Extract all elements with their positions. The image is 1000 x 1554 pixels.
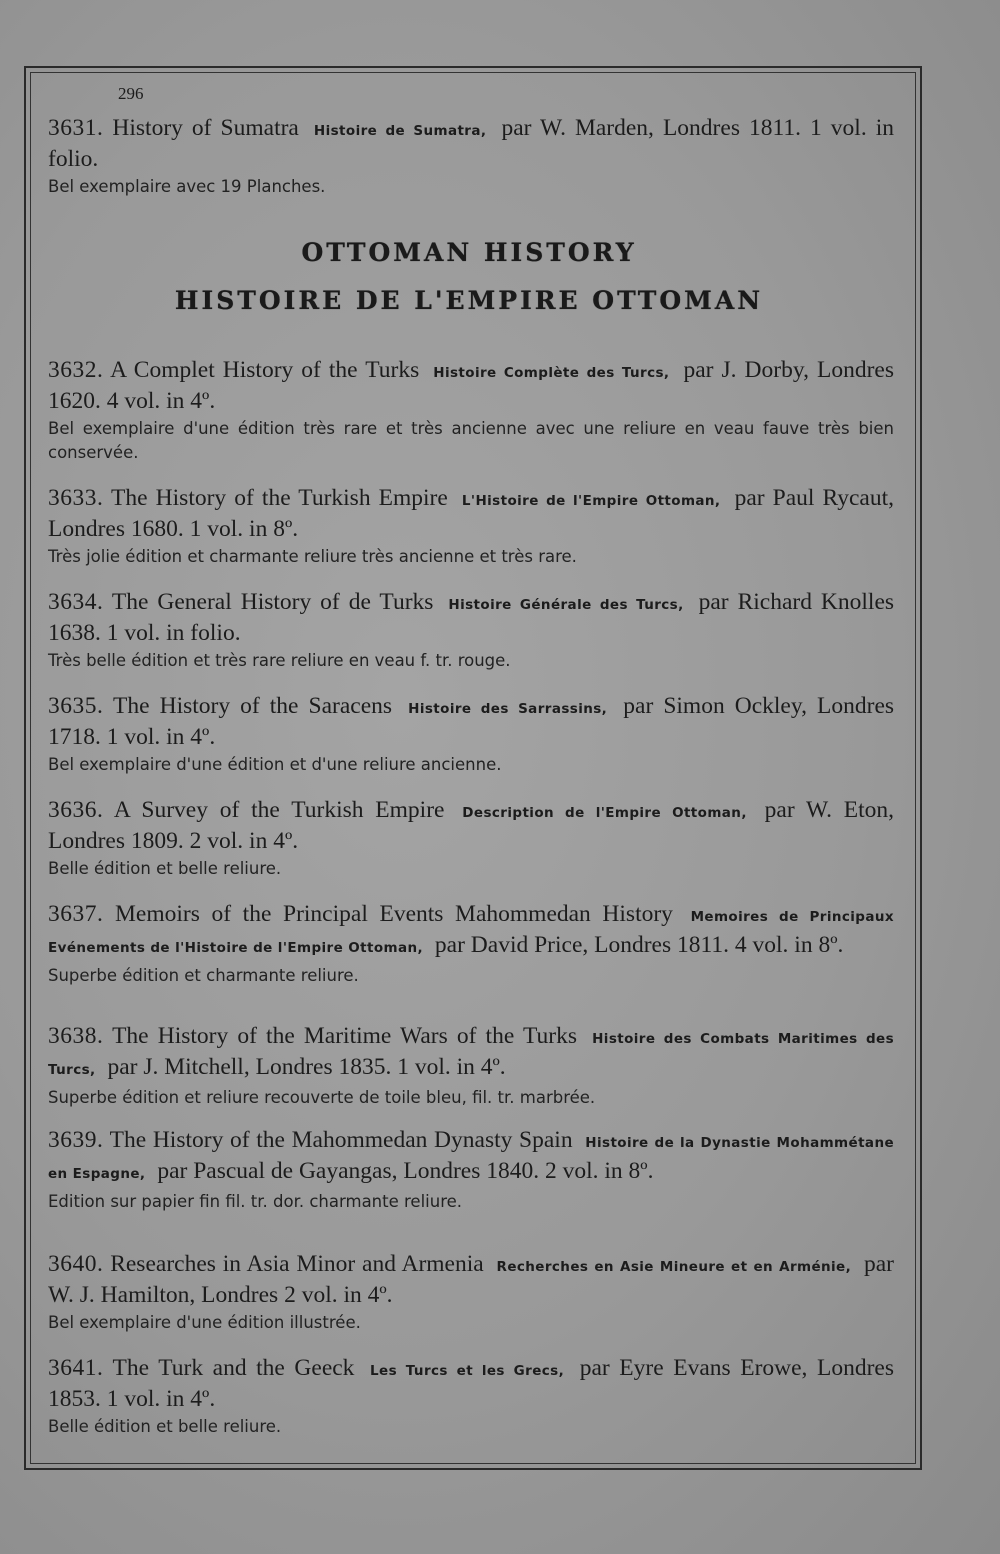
entry-note: Bel exemplaire d'une édition illustrée. bbox=[48, 1313, 361, 1332]
catalog-entry bbox=[48, 588, 894, 673]
catalog-entry bbox=[48, 1250, 894, 1335]
entry-title: The History of the Mahommedan Dynasty Spain bbox=[109, 1127, 573, 1153]
entry-number: 3641. bbox=[48, 1355, 104, 1381]
entry-title: The Turk and the Geeck bbox=[112, 1355, 355, 1381]
entry-note: Très belle édition et très rare reliure en veau f. tr. rouge. bbox=[48, 651, 511, 670]
entry-details: par Pascual de Gayangas, Londres 1840. 2 vol. in 8º. bbox=[157, 1158, 654, 1184]
entry-note: Très jolie édition et charmante reliure très ancienne et très rare. bbox=[48, 547, 577, 566]
entry-details: par Simon Ockley, Londres 1718. 1 vol. in 4º. bbox=[48, 693, 895, 750]
catalog-entry bbox=[48, 356, 894, 465]
entry-note: Superbe édition et charmante reliure. bbox=[48, 966, 359, 985]
entry-note: Belle édition et belle reliure. bbox=[48, 1417, 282, 1436]
entry-french-title: Memoires de Principaux Evénements de l'Histoire de l'Empire Ottoman, bbox=[48, 909, 894, 956]
entry-french-title: Histoire de Sumatra, bbox=[313, 123, 487, 139]
catalog-entry bbox=[48, 900, 894, 988]
entry-number: 3636. bbox=[48, 797, 104, 823]
entry-title: Memoirs of the Principal Events Mahommedan History bbox=[115, 901, 673, 927]
entry-details: par W. J. Hamilton, Londres 2 vol. in 4º. bbox=[48, 1251, 894, 1308]
entry-number: 3639. bbox=[48, 1127, 104, 1153]
entry-french-title: L'Histoire de l'Empire Ottoman, bbox=[461, 493, 721, 509]
entry-note: Edition sur papier fin fil. tr. dor. charmante reliure. bbox=[48, 1192, 463, 1211]
entry-note: Superbe édition et reliure recouverte de toile bleu, fil. tr. marbrée. bbox=[48, 1088, 596, 1107]
entry-details: par W. Eton, Londres 1809. 2 vol. in 4º. bbox=[48, 797, 895, 854]
entry-number: 3633. bbox=[48, 485, 104, 511]
entry-number: 3634. bbox=[48, 589, 104, 615]
entry-note: Bel exemplaire d'une édition et d'une reliure ancienne. bbox=[48, 755, 502, 774]
entry-details: par Richard Knolles 1638. 1 vol. in folio. bbox=[48, 589, 895, 646]
entry-number: 3637. bbox=[48, 901, 104, 927]
entry-number: 3631. bbox=[48, 115, 104, 141]
catalog-entry bbox=[48, 796, 894, 881]
entry-title: The History of the Maritime Wars of the Turks bbox=[112, 1023, 577, 1049]
entry-number: 3632. bbox=[48, 357, 104, 383]
entry-details: par J. Dorby, Londres 1620. 4 vol. in 4º. bbox=[48, 357, 894, 414]
entry-title: A Complet History of the Turks bbox=[110, 357, 420, 383]
entry-note: Belle édition et belle reliure. bbox=[48, 859, 282, 878]
catalog-entry bbox=[48, 484, 894, 569]
catalog-entry bbox=[48, 1354, 894, 1439]
entry-french-title: Histoire des Combats Maritimes des Turcs, bbox=[48, 1031, 895, 1078]
entry-number: 3640. bbox=[48, 1251, 104, 1277]
catalog-entry bbox=[48, 1126, 894, 1214]
entry-french-title: Recherches en Asie Mineure et en Arménie, bbox=[496, 1259, 852, 1275]
entry-title: The General History of de Turks bbox=[111, 589, 434, 615]
entry-french-title: Histoire Complète des Turcs, bbox=[433, 365, 670, 381]
entry-note: Bel exemplaire avec 19 Planches. bbox=[48, 177, 326, 196]
entry-french-title: Histoire des Sarrassins, bbox=[408, 701, 608, 717]
entry-details: par David Price, Londres 1811. 4 vol. in 8º. bbox=[434, 932, 844, 958]
catalog-entry bbox=[48, 114, 894, 199]
entry-details: par J. Mitchell, Londres 1835. 1 vol. in 4º. bbox=[107, 1054, 506, 1080]
entry-title: History of Sumatra bbox=[112, 115, 299, 141]
catalog-entry bbox=[48, 692, 894, 777]
entry-title: Researches in Asia Minor and Armenia bbox=[110, 1251, 484, 1277]
catalog-entry bbox=[48, 1022, 894, 1110]
section-heading-english: OTTOMAN HISTORY bbox=[301, 238, 637, 267]
entry-title: A Survey of the Turkish Empire bbox=[113, 797, 445, 823]
entry-title: The History of the Turkish Empire bbox=[111, 485, 448, 511]
page-number: 296 bbox=[118, 84, 144, 103]
entry-details: par W. Marden, Londres 1811. 1 vol. in folio. bbox=[48, 115, 895, 172]
entry-details: par Eyre Evans Erowe, Londres 1853. 1 vol. in 4º. bbox=[48, 1355, 895, 1412]
entry-french-title: Histoire Générale des Turcs, bbox=[448, 597, 684, 613]
entry-number: 3635. bbox=[48, 693, 104, 719]
section-heading-french: HISTOIRE DE L'EMPIRE OTTOMAN bbox=[174, 286, 764, 315]
entry-french-title: Les Turcs et les Grecs, bbox=[370, 1363, 565, 1379]
entry-french-title: Histoire de la Dynastie Mohammétane en Espagne, bbox=[48, 1135, 895, 1182]
entry-french-title: Description de l'Empire Ottoman, bbox=[462, 805, 747, 821]
entry-title: The History of the Saracens bbox=[113, 693, 393, 719]
entry-note: Bel exemplaire d'une édition très rare et très ancienne avec une reliure en veau fauve très bien conservée. bbox=[48, 419, 894, 462]
entry-number: 3638. bbox=[48, 1023, 104, 1049]
entry-details: par Paul Rycaut, Londres 1680. 1 vol. in 8º. bbox=[48, 485, 895, 542]
